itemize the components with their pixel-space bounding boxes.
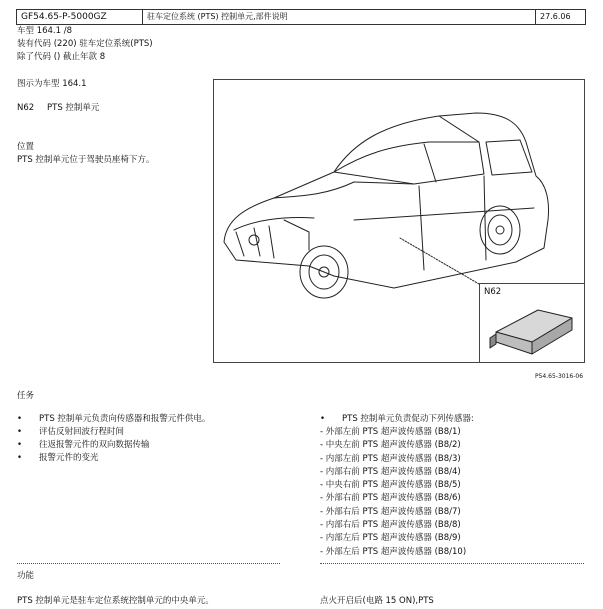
figure-ref: P54.65-3016-06 <box>535 373 584 380</box>
figure-caption: 图示为车型 164.1 <box>17 79 87 89</box>
list-item: - 外部右前 PTS 超声波传感器 (B8/6) <box>320 493 461 504</box>
separator-left <box>17 563 280 564</box>
sensor-list <box>320 426 466 559</box>
bullet: • <box>17 414 23 424</box>
list-item: • 评估反射回波行程时间 <box>17 427 125 437</box>
list-item: • PTS 控制单元负责向传感器和报警元件供电。 <box>17 414 211 424</box>
bullet: • <box>320 414 326 424</box>
list-item: - 内部右后 PTS 超声波传感器 (B8/8) <box>320 520 461 531</box>
list-item: • 报警元件的变光 <box>17 453 99 463</box>
list-item: - 外部左后 PTS 超声波传感器 (B8/10) <box>320 546 467 557</box>
component-name: PTS 控制单元 <box>47 103 100 113</box>
list-item: - 内部左前 PTS 超声波传感器 (B8/3) <box>320 453 461 464</box>
list-item: • 往返报警元件的双向数据传输 <box>17 440 150 450</box>
list-item: - 内部右前 PTS 超声波传感器 (B8/4) <box>320 466 461 477</box>
task-list <box>17 413 210 465</box>
function-heading: 功能 <box>17 571 35 581</box>
inset-label: N62 <box>484 287 502 297</box>
separator-right <box>320 563 584 564</box>
function-left-text: PTS 控制单元是驻车定位系统控制单元的中央单元。 <box>17 596 214 606</box>
model-line: 车型 164.1 /8 <box>17 26 73 36</box>
list-item: • PTS 控制单元负责促动下列传感器: <box>320 414 474 424</box>
doc-header <box>16 9 586 25</box>
exclude-line: 除了代码 () 截止年款 8 <box>17 52 106 62</box>
doc-title: 驻车定位系统 (PTS) 控制单元,部件说明 <box>143 10 536 24</box>
control-unit-inset <box>479 283 585 363</box>
list-item: - 中央右前 PTS 超声波传感器 (B8/5) <box>320 480 461 491</box>
location-text: PTS 控制单元位于驾驶员座椅下方。 <box>17 155 155 165</box>
function-right-text: 点火开启后(电路 15 ON),PTS <box>320 596 434 606</box>
bullet: • <box>17 427 23 437</box>
bullet: • <box>17 440 23 450</box>
tasks-heading: 任务 <box>17 391 35 401</box>
doc-date: 27.6.06 <box>540 12 571 21</box>
code-line: 装有代码 (220) 驻车定位系统(PTS) <box>17 39 153 49</box>
list-item: - 外部左前 PTS 超声波传感器 (B8/1) <box>320 427 461 437</box>
control-unit-icon <box>480 284 584 362</box>
list-item: - 内部左后 PTS 超声波传感器 (B8/9) <box>320 533 461 544</box>
list-item: - 外部右后 PTS 超声波传感器 (B8/7) <box>320 506 461 517</box>
bullet: • <box>17 453 23 463</box>
doc-id: GF54.65-P-5000GZ <box>17 10 143 24</box>
location-heading: 位置 <box>17 142 35 152</box>
sensor-intro <box>320 413 474 426</box>
list-item: - 中央左前 PTS 超声波传感器 (B8/2) <box>320 440 461 451</box>
component-code: N62 <box>17 103 35 113</box>
